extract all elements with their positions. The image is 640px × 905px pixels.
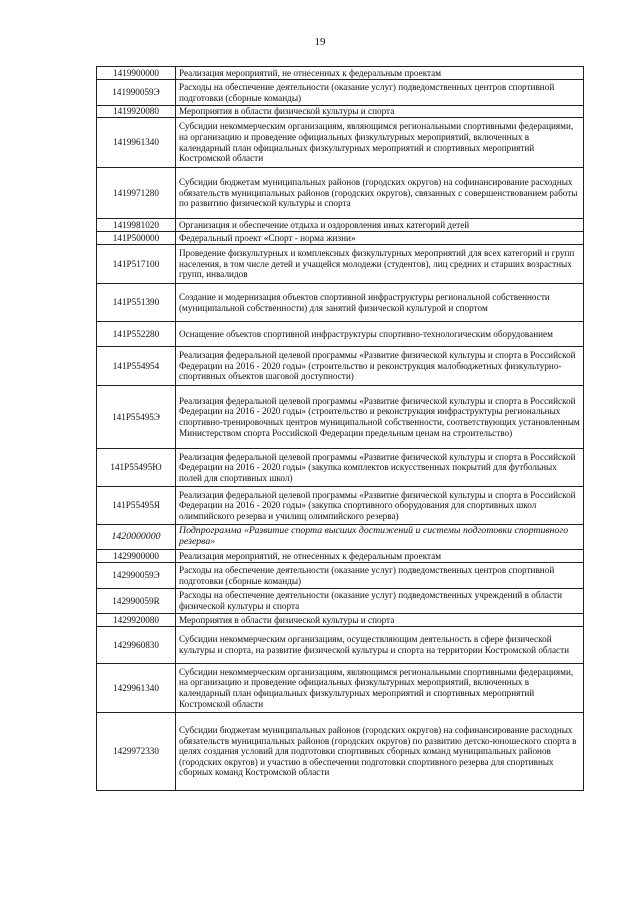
row-description: Реализация мероприятий, не отнесенных к федеральным проектам xyxy=(176,550,584,563)
table-row xyxy=(97,614,584,627)
row-code: 1419920080 xyxy=(97,106,176,118)
row-description: Реализация федеральной целевой программы «Развитие физической культуры и спорта в Российской Федерации на 2016 - 2020 годы» (строительство и реконструкция малобюджетных физкультурно-спортивных объектов шаговой доступности) xyxy=(176,347,584,386)
row-description: Расходы на обеспечение деятельности (оказание услуг) подведомственных центров спортивной подготовки (сборные команды) xyxy=(176,80,584,106)
table-row xyxy=(97,232,584,245)
row-code: 141P55495Я xyxy=(97,487,176,525)
row-code: 1429920080 xyxy=(97,614,176,627)
row-description: Мероприятия в области физической культуры и спорта xyxy=(176,106,584,118)
row-description: Субсидии некоммерческим организациям, являющимся региональными спортивными федерациями, на организацию и проведение официальных физкультурных мероприятий, включенных в календарный план официальных физкультурных мероприятий и спортивных мероприятий Костромской области xyxy=(176,118,584,168)
table-row xyxy=(97,168,584,219)
row-code: 141P554954 xyxy=(97,347,176,386)
row-code: 141P55495Э xyxy=(97,386,176,449)
table-row xyxy=(97,664,584,713)
table-row xyxy=(97,525,584,550)
row-description: Федеральный проект «Спорт - норма жизни» xyxy=(176,232,584,245)
row-description: Организация и обеспечение отдыха и оздоровления иных категорий детей xyxy=(176,219,584,232)
table-row xyxy=(97,589,584,614)
table-body xyxy=(97,67,584,791)
row-description: Создание и модернизация объектов спортивной инфраструктуры региональной собственности (муниципальной собственности) для занятий физической культурой и спортом xyxy=(176,284,584,322)
page-number: 19 xyxy=(314,36,326,48)
table-row xyxy=(97,106,584,118)
row-code: 1419981020 xyxy=(97,219,176,232)
row-description: Расходы на обеспечение деятельности (оказание услуг) подведомственных центров спортивной подготовки (сборные команды) xyxy=(176,563,584,589)
budget-codes-table xyxy=(96,66,584,791)
table-row xyxy=(97,550,584,563)
row-description: Проведение физкультурных и комплексных физкультурных мероприятий для всех категорий и групп населения, в том числе детей и учащейся молодежи (студентов), лиц средних и старших возрастных групп, инвалидов xyxy=(176,245,584,284)
row-description: Субсидии бюджетам муниципальных районов (городских округов) на софинансирование расходных обязательств муниципальных районов (городских округов), связанных с совершенствованием работы по развитию физической культуры и спорта xyxy=(176,168,584,219)
row-code: 1429961340 xyxy=(97,664,176,713)
row-code: 1420000000 xyxy=(97,525,176,550)
row-code: 141990059Э xyxy=(97,80,176,106)
row-code: 1429960830 xyxy=(97,627,176,664)
row-description: Расходы на обеспечение деятельности (оказание услуг) подведомственных учреждений в области физической культуры и спорта xyxy=(176,589,584,614)
row-description: Субсидии некоммерческим организациям, осуществляющим деятельность в сфере физической культуры и спорта, на развитие физической культуры и спорта на территории Костромской области xyxy=(176,627,584,664)
table-row xyxy=(97,322,584,347)
table-row xyxy=(97,487,584,525)
row-code: 1419900000 xyxy=(97,67,176,80)
row-description: Реализация федеральной целевой программы «Развитие физической культуры и спорта в Российской Федерации на 2016 - 2020 годы» (закупка комплектов искусственных покрытий для футбольных полей для спортивных школ) xyxy=(176,449,584,487)
table-row xyxy=(97,627,584,664)
table-row xyxy=(97,563,584,589)
row-description: Реализация федеральной целевой программы «Развитие физической культуры и спорта в Российской Федерации на 2016 - 2020 годы» (строительство и реконструкция инфраструктуры региональных спортивно-тренировочных центров муниципальной собственности, соответствующих установленным Министерством спорта Российской Федерации предельным ценам на строительство) xyxy=(176,386,584,449)
row-code: 142990059Э xyxy=(97,563,176,589)
table-row xyxy=(97,713,584,791)
row-code: 1419971280 xyxy=(97,168,176,219)
table-row xyxy=(97,67,584,80)
row-code: 1419961340 xyxy=(97,118,176,168)
table-row xyxy=(97,284,584,322)
row-code: 141P517100 xyxy=(97,245,176,284)
table-row xyxy=(97,118,584,168)
row-description: Субсидии некоммерческим организациям, являющимся региональными спортивными федерациями, на организацию и проведение официальных физкультурных мероприятий, включенных в календарный план официальных физкультурных мероприятий и спортивных мероприятий Костромской области xyxy=(176,664,584,713)
table-row xyxy=(97,449,584,487)
row-code: 142990059R xyxy=(97,589,176,614)
row-description: Оснащение объектов спортивной инфраструктуры спортивно-технологическим оборудованием xyxy=(176,322,584,347)
table-row xyxy=(97,245,584,284)
row-description: Мероприятия в области физической культуры и спорта xyxy=(176,614,584,627)
table-row xyxy=(97,347,584,386)
row-code: 141P552280 xyxy=(97,322,176,347)
table-row xyxy=(97,219,584,232)
table-row xyxy=(97,80,584,106)
row-code: 141P551390 xyxy=(97,284,176,322)
row-description: Подпрограмма «Развитие спорта высших достижений и системы подготовки спортивного резерва» xyxy=(176,525,584,550)
row-description: Реализация федеральной целевой программы «Развитие физической культуры и спорта в Российской Федерации на 2016 - 2020 годы» (закупка спортивного оборудования для спортивных школ олимпийского резерва и училищ олимпийского резерва) xyxy=(176,487,584,525)
row-description: Реализация мероприятий, не отнесенных к федеральным проектам xyxy=(176,67,584,80)
row-code: 1429900000 xyxy=(97,550,176,563)
row-code: 141P500000 xyxy=(97,232,176,245)
row-code: 1429972330 xyxy=(97,713,176,791)
row-description: Субсидии бюджетам муниципальных районов (городских округов) на софинансирование расходных обязательств муниципальных районов (городских округов) по развитию детско-юношеского спорта в целях создания условий для подготовки спортивных сборных команд муниципальных районов (городских округов) и участию в обеспечении подготовки спортивного резерва для спортивных сборных команд Костромской области xyxy=(176,713,584,791)
row-code: 141P55495Ю xyxy=(97,449,176,487)
table-row xyxy=(97,386,584,449)
